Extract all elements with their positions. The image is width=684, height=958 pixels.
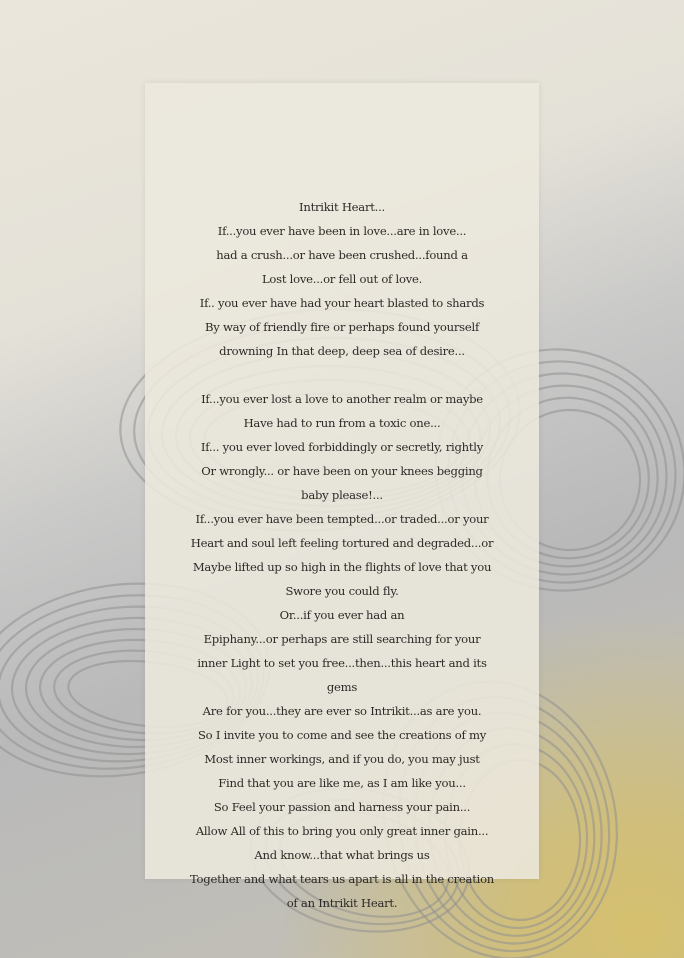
- poem-line: Find that you are like me, as I am like you...: [218, 776, 466, 790]
- poem-line: If.. you ever have had your heart blasted to shards: [199, 296, 485, 310]
- poem-title: Intrikit Heart...: [299, 200, 385, 214]
- poem-line: By way of friendly fire or perhaps found yourself: [205, 320, 479, 334]
- poem-line: of an Intrikit Heart.: [286, 896, 398, 910]
- poem-line: Most inner workings, and if you do, you may just: [204, 752, 480, 766]
- poem-text: [145, 195, 539, 915]
- poem-line: So Feel your passion and harness your pain...: [213, 800, 471, 814]
- poem-line: Heart and soul left feeling tortured and degraded...or: [190, 536, 494, 550]
- poem-line: Or...if you ever had an: [279, 608, 405, 622]
- poem-line: Maybe lifted up so high in the flights of love that you: [192, 560, 492, 574]
- poem-line: Allow All of this to bring you only great inner gain...: [195, 824, 489, 838]
- poem-line: had a crush...or have been crushed...found a: [216, 248, 468, 262]
- poem-line: Epiphany...or perhaps are still searching for your: [203, 632, 481, 646]
- poem-line: inner Light to set you free...then...this heart and its: [197, 656, 487, 670]
- poem-line: If...you ever have been in love...are in love...: [217, 224, 467, 238]
- poem-line: And know...that what brings us: [254, 848, 430, 862]
- poem-line: Have had to run from a toxic one...: [243, 416, 441, 430]
- poem-line: Lost love...or fell out of love.: [261, 272, 423, 286]
- poem-line: gems: [326, 680, 358, 694]
- poem-line: If... you ever loved forbiddingly or secretly, rightly: [200, 440, 484, 454]
- poem-line: So I invite you to come and see the creations of my: [197, 728, 487, 742]
- poem-line: Are for you...they are ever so Intrikit...as are you.: [202, 704, 482, 718]
- poem-line: If...you ever have been tempted...or traded...or your: [195, 512, 489, 526]
- poem-line: Swore you could fly.: [285, 584, 399, 598]
- poem-line: drowning In that deep, deep sea of desire...: [219, 344, 465, 358]
- poem-line: Or wrongly... or have been on your knees begging: [201, 464, 483, 478]
- poem-line: Together and what tears us apart is all in the creation: [189, 872, 495, 886]
- poem-line: If...you ever lost a love to another realm or maybe: [201, 392, 483, 406]
- poem-card: [145, 83, 539, 910]
- poem-blank-line: [145, 363, 539, 387]
- poem-line: baby please!...: [301, 488, 383, 502]
